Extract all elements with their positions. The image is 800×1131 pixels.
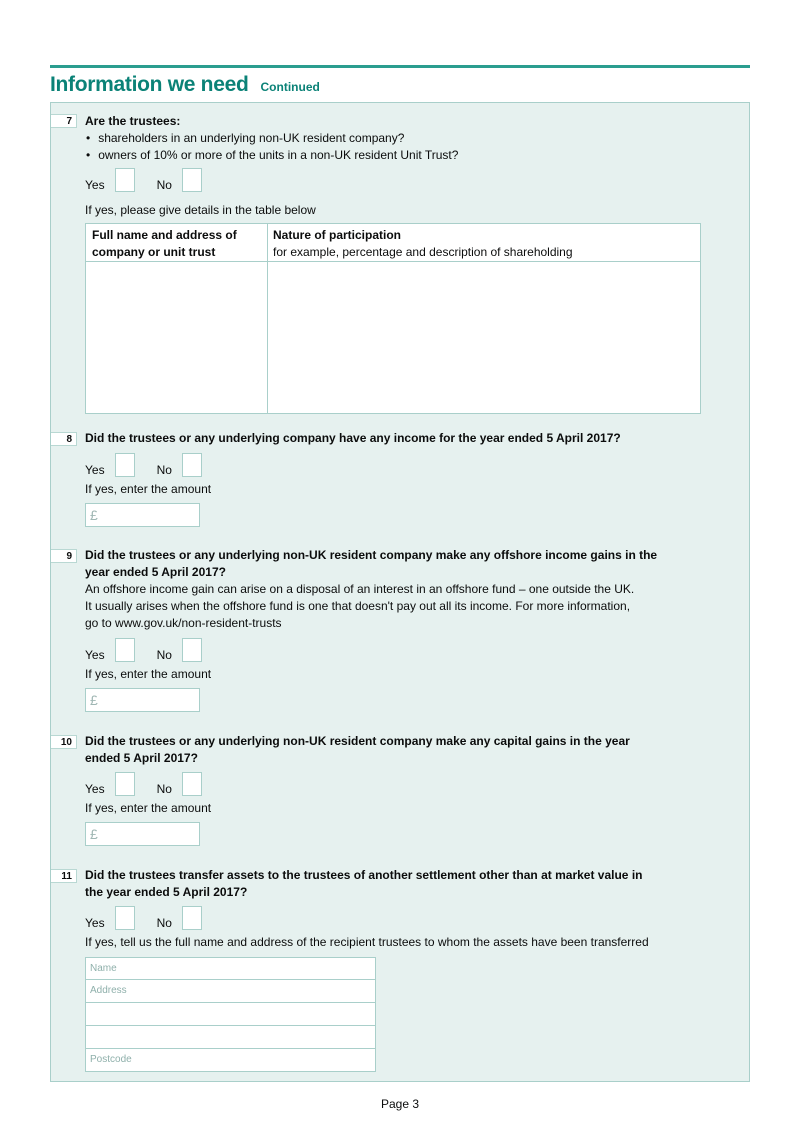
page-header	[50, 73, 320, 97]
question-11-no-checkbox[interactable]	[182, 906, 202, 930]
question-11-title-line-1: Did the trustees transfer assets to the trustees of another settlement other than at market value in	[85, 868, 643, 882]
question-8-no-checkbox[interactable]	[182, 453, 202, 477]
question-11-instruction: If yes, tell us the full name and address of the recipient trustees to whom the assets have been transferred	[85, 935, 649, 949]
recipient-address-line-2[interactable]	[85, 1003, 376, 1026]
question-11	[85, 867, 689, 901]
question-7	[85, 113, 689, 164]
question-10-no-checkbox[interactable]	[182, 772, 202, 796]
question-7-bullet-1: • shareholders in an underlying non-UK resident company?	[85, 130, 689, 147]
question-10-yes-checkbox[interactable]	[115, 772, 135, 796]
question-7-yes-no	[85, 168, 224, 192]
yes-label: Yes	[85, 916, 105, 930]
question-11-yes-no	[85, 906, 224, 930]
no-label: No	[156, 178, 172, 192]
table-header-participation-title: Nature of participation	[273, 228, 402, 242]
question-10-amount-input[interactable]: £	[85, 822, 200, 846]
question-9-no-checkbox[interactable]	[182, 638, 202, 662]
yes-label: Yes	[85, 178, 105, 192]
question-10-instruction: If yes, enter the amount	[85, 801, 212, 815]
question-10-title-line-2: ended 5 April 2017?	[85, 751, 198, 765]
question-8-yes-no	[85, 453, 224, 477]
yes-label: Yes	[85, 648, 105, 662]
question-9-instruction: If yes, enter the amount	[85, 667, 212, 681]
question-number-10: 10	[51, 735, 77, 749]
no-label: No	[156, 916, 172, 930]
question-7-bullet-2: • owners of 10% or more of the units in a non-UK resident Unit Trust?	[85, 147, 689, 164]
question-9-title-line-2: year ended 5 April 2017?	[85, 565, 226, 579]
question-10-title-line-1: Did the trustees or any underlying non-UK resident company make any capital gains in the year	[85, 734, 630, 748]
page-number: Page 3	[380, 1097, 420, 1111]
page-subtitle: Continued	[260, 80, 320, 94]
yes-label: Yes	[85, 782, 105, 796]
top-rule	[50, 65, 750, 68]
question-9-title-line-1: Did the trustees or any underlying non-UK resident company make any offshore income gains in the	[85, 548, 658, 562]
question-number-11: 11	[51, 869, 77, 883]
question-11-yes-checkbox[interactable]	[115, 906, 135, 930]
question-8-amount-input[interactable]: £	[85, 503, 200, 527]
recipient-postcode-field[interactable]: Postcode	[85, 1049, 376, 1072]
question-9-body-line-1: An offshore income gain can arise on a disposal of an interest in an offshore fund – one outside the UK.	[85, 582, 635, 596]
recipient-address-line-3[interactable]	[85, 1026, 376, 1049]
page-title: Information we need	[50, 73, 249, 96]
no-label: No	[156, 648, 172, 662]
question-9-yes-no	[85, 638, 224, 662]
question-8-title: Did the trustees or any underlying company have any income for the year ended 5 April 2017?	[85, 431, 621, 445]
question-9-yes-checkbox[interactable]	[115, 638, 135, 662]
question-11-title-line-2: the year ended 5 April 2017?	[85, 885, 248, 899]
question-number-9: 9	[51, 549, 77, 563]
question-9-body-line-2: It usually arises when the offshore fund is one that doesn't pay out all its income. For more information,	[85, 599, 631, 613]
table-header-name-address: Full name and address of company or unit trust	[92, 228, 237, 259]
table-header-participation-sub: for example, percentage and description of shareholding	[273, 245, 573, 259]
question-7-title: Are the trustees:	[85, 114, 181, 128]
question-7-yes-checkbox[interactable]	[115, 168, 135, 192]
table-cell-name-address[interactable]	[86, 262, 267, 413]
question-7-no-checkbox[interactable]	[182, 168, 202, 192]
participation-table	[85, 223, 701, 414]
question-9-body-line-3: go to www.gov.uk/non-resident-trusts	[85, 616, 282, 630]
question-7-bullets	[85, 130, 689, 164]
no-label: No	[156, 782, 172, 796]
table-cell-participation[interactable]	[268, 262, 700, 413]
question-8	[85, 430, 689, 447]
question-number-8: 8	[51, 432, 77, 446]
question-9-amount-input[interactable]: £	[85, 688, 200, 712]
question-number-7: 7	[51, 114, 77, 128]
table-header-participation	[273, 227, 693, 261]
recipient-address-field[interactable]: Address	[85, 980, 376, 1003]
no-label: No	[156, 463, 172, 477]
recipient-name-field[interactable]: Name	[85, 957, 376, 980]
questions-panel	[50, 102, 750, 1082]
yes-label: Yes	[85, 463, 105, 477]
question-7-instruction: If yes, please give details in the table below	[85, 203, 316, 217]
question-10	[85, 733, 689, 767]
question-10-yes-no	[85, 772, 224, 796]
question-9	[85, 547, 689, 632]
recipient-address-form	[85, 957, 376, 1072]
question-8-yes-checkbox[interactable]	[115, 453, 135, 477]
question-8-instruction: If yes, enter the amount	[85, 482, 212, 496]
